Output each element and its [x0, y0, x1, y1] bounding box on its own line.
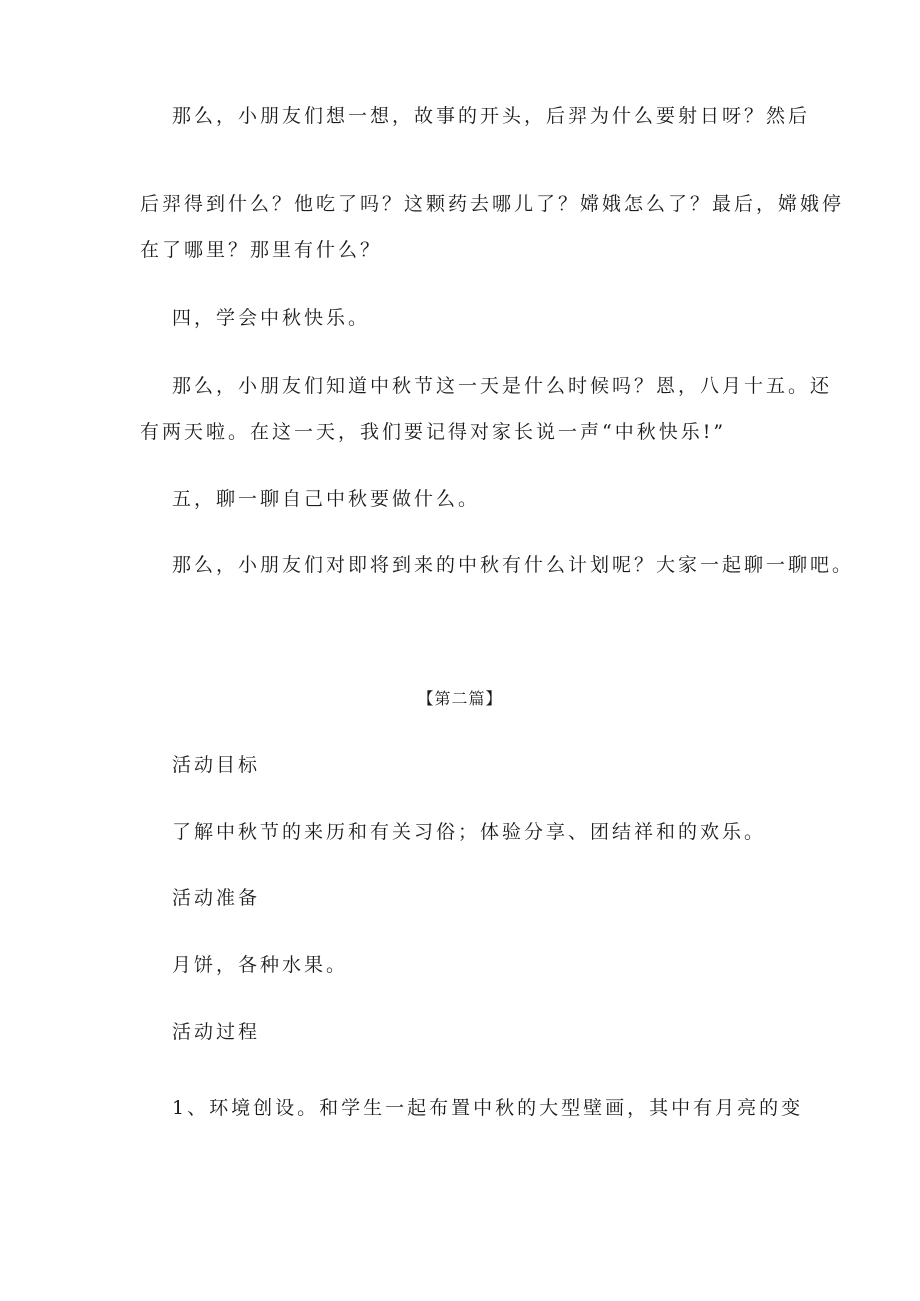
section-heading: 五，聊一聊自己中秋要做什么。 [172, 488, 481, 510]
section-heading: 活动目标 [172, 754, 261, 776]
paragraph-line: 有两天啦。在这一天，我们要记得对家长说一声“中秋快乐!” [140, 421, 727, 443]
section-heading: 四，学会中秋快乐。 [172, 307, 371, 329]
section-heading: 活动准备 [172, 887, 261, 909]
section-heading: 活动过程 [172, 1021, 261, 1043]
part-title: 【第二篇】 [417, 689, 503, 708]
paragraph-line: 那么，小朋友们想一想，故事的开头，后羿为什么要射日呀？然后 [172, 105, 811, 127]
paragraph-line: 那么，小朋友们对即将到来的中秋有什么计划呢？大家一起聊一聊吧。 [172, 554, 855, 576]
paragraph-line: 了解中秋节的来历和有关习俗；体验分享、团结祥和的欢乐。 [172, 821, 767, 843]
paragraph-line: 后羿得到什么？他吃了吗？这颗药去哪儿了？嫦娥怎么了？最后，嫦娥停 [140, 193, 845, 215]
paragraph-line: 那么，小朋友们知道中秋节这一天是什么时候吗？恩，八月十五。还 [172, 375, 833, 397]
paragraph-line: 1、环境创设。和学生一起布置中秋的大型壁画，其中有月亮的变 [172, 1097, 804, 1119]
paragraph-line: 在了哪里？那里有什么？ [140, 239, 383, 261]
paragraph-line: 月饼，各种水果。 [172, 954, 349, 976]
